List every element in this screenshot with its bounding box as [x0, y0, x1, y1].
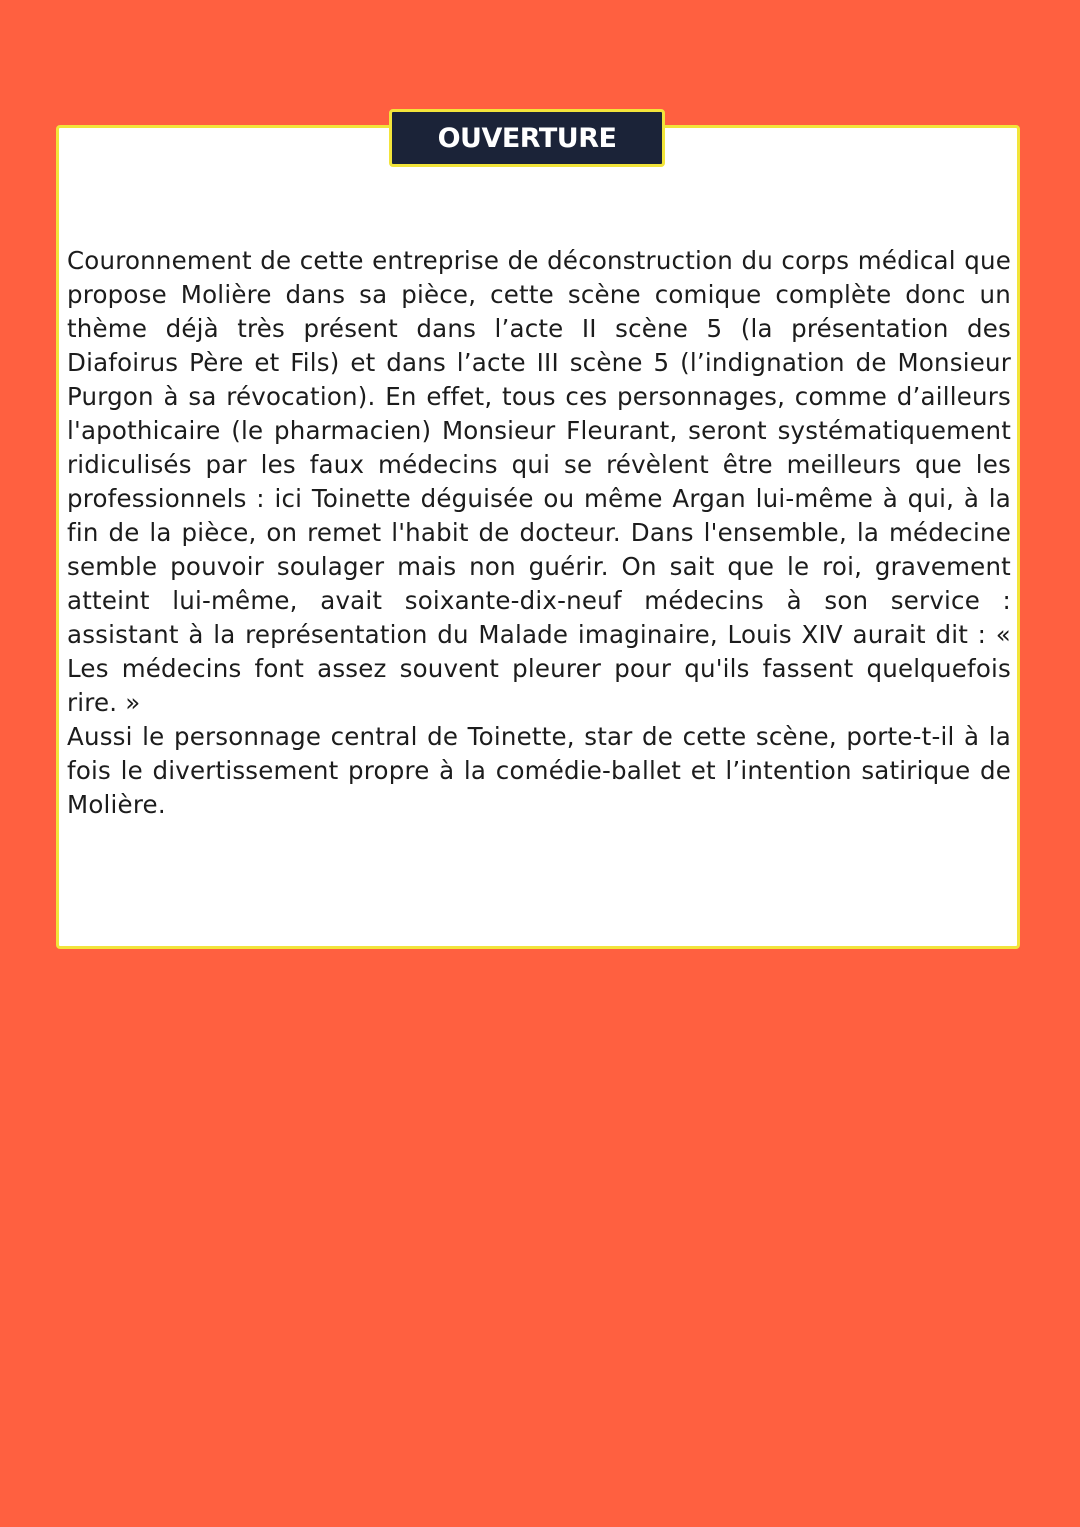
paragraph-1: Couronnement de cette entreprise de déconstruction du corps médical que propose Molière dans sa pièce, cette scène comique complète donc un thème déjà très présent dans l’acte II scène 5 (la présentation des Diafoirus Père et Fils) et dans l’acte III scène 5 (l’indignation de Monsieur Purgon à sa révocation). En effet, tous ces personnages, comme d’ailleurs l'apothicaire (le pharmacien) Monsieur Fleurant, seront systématiquement ridiculisés par les faux médecins qui se révèlent être meilleurs que les professionnels : ici Toinette déguisée ou même Argan lui-même à qui, à la fin de la pièce, on remet l'habit de docteur. Dans l'ensemble, la médecine semble pouvoir soulager mais non guérir. On sait que le roi, gravement atteint lui-même, avait soixante-dix-neuf médecins à son service : assistant à la représentation du Malade imaginaire, Louis XIV aurait dit : « Les médecins font assez souvent pleurer pour qu'ils fassent quelquefois rire. »: [67, 246, 1011, 717]
paragraph-2: Aussi le personnage central de Toinette, star de cette scène, porte-t-il à la fois le divertissement propre à la comédie-ballet et l’intention satirique de Molière.: [67, 722, 1011, 819]
section-title: OUVERTURE: [389, 109, 665, 167]
body-text: [67, 244, 1011, 822]
